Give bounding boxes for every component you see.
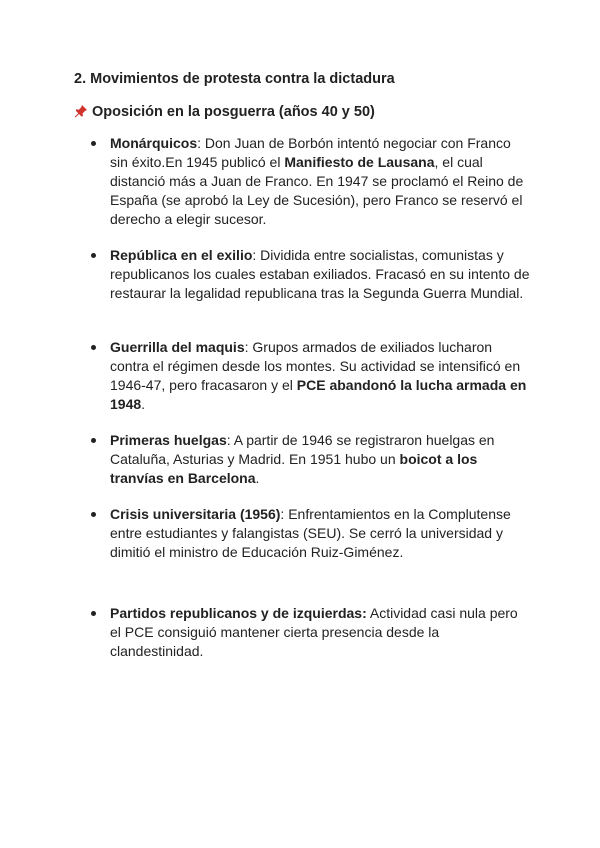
list-item-republica-exilio bbox=[110, 246, 530, 303]
item-highlight: boicot a los tranvías en Barcelona bbox=[110, 451, 478, 486]
item-term: Crisis universitaria (1956) bbox=[110, 506, 281, 522]
item-text: . bbox=[141, 396, 146, 412]
item-highlight: Manifiesto de Lausana bbox=[284, 154, 435, 170]
item-term: Partidos republicanos y de izquierdas: bbox=[110, 605, 367, 621]
subsection-heading-text: Oposición en la posguerra (años 40 y 50) bbox=[92, 104, 375, 120]
subsection-heading bbox=[74, 104, 375, 120]
list-item-crisis-universitaria bbox=[110, 505, 530, 562]
item-text: : Don Juan de Borbón intentó negociar con Franco sin éxito.En 1945 publicó el bbox=[110, 135, 511, 170]
item-text: Actividad casi nula pero el PCE consiguió mantener cierta presencia desde la clandestinidad. bbox=[110, 605, 518, 659]
list-item-primeras-huelgas bbox=[110, 431, 530, 488]
item-term: Primeras huelgas bbox=[110, 432, 227, 448]
item-term: Monárquicos bbox=[110, 135, 198, 151]
item-term: República en el exilio bbox=[110, 247, 253, 263]
item-text: : Enfrentamientos en la Complutense entre estudiantes y falangistas (SEU). Se cerró la universidad y dimitió el ministro de Educación Ruiz-Giménez. bbox=[110, 506, 511, 560]
item-text: : Grupos armados de exiliados lucharon contra el régimen desde los montes. Su actividad se intensificó en 1946-47, pero fracasaron y el bbox=[110, 339, 521, 393]
list-item-monarquicos bbox=[110, 134, 530, 229]
item-highlight: PCE abandonó la lucha armada en 1948 bbox=[110, 377, 527, 412]
item-text: . bbox=[255, 470, 260, 486]
item-term: Guerrilla del maquis bbox=[110, 339, 245, 355]
item-text: , el cual distanció más a Juan de Franco. En 1947 se proclamó el Reino de España (se aprobó la Ley de Sucesión), pero Franco se reservó el derecho a elegir sucesor. bbox=[110, 154, 524, 227]
item-text: : Dividida entre socialistas, comunistas y republicanos los cuales estaban exiliados. Fracasó en su intento de restaurar la legalidad republicana tras la Segunda Guerra Mundial. bbox=[110, 247, 530, 301]
list-item-partidos-republicanos bbox=[110, 604, 530, 661]
item-text: : A partir de 1946 se registraron huelgas en Cataluña, Asturias y Madrid. En 1951 hubo un bbox=[110, 432, 495, 467]
pushpin-icon bbox=[74, 104, 88, 120]
section-heading: 2. Movimientos de protesta contra la dictadura bbox=[74, 71, 395, 87]
list-item-guerrilla-maquis bbox=[110, 338, 530, 414]
